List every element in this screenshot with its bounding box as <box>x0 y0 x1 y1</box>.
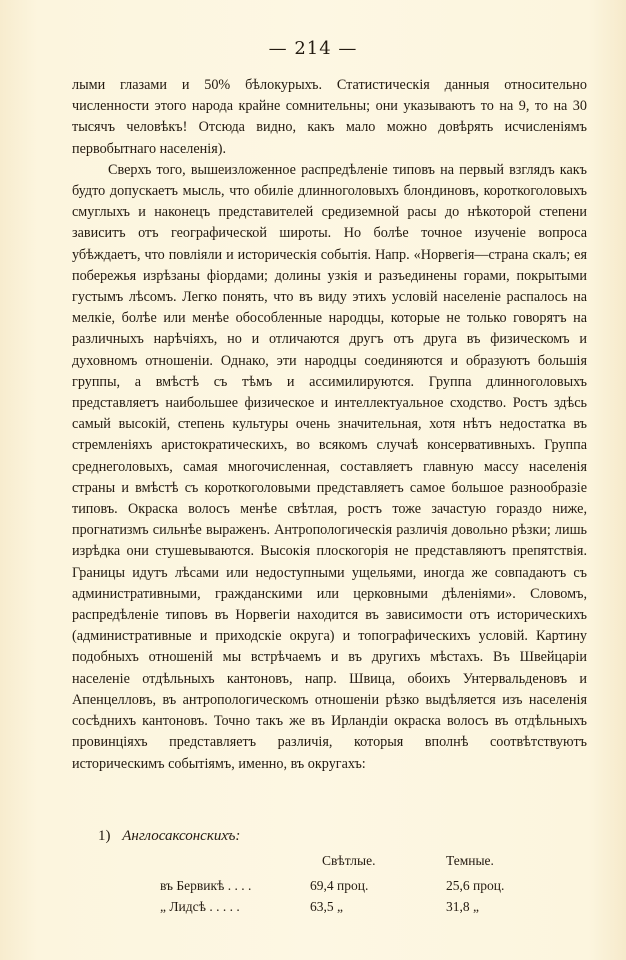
page-number: — 214 — <box>268 38 358 59</box>
table-cell-place: „ Лидсѣ . . . . . <box>160 898 240 914</box>
table-cell-dark: 31,8 „ <box>446 898 479 914</box>
table-cell-light: 69,4 проц. <box>310 877 369 893</box>
table-row <box>160 896 546 917</box>
section-heading <box>98 828 240 845</box>
section-number: 1) <box>98 828 111 844</box>
table-cell-light: 63,5 „ <box>310 898 343 914</box>
paragraph-1: лыми глазами и 50% бѣлокурыхъ. Статистическія данныя относительно численности этого народа крайне сомнительны; они указываютъ то на 9, то на 30 тысячъ человѣкъ! Отсюда видно, какъ мало можно довѣрять исчисленіямъ первобытнаго населенія). <box>72 77 587 157</box>
main-text <box>72 75 587 775</box>
table-row <box>160 875 546 896</box>
table-header-empty <box>160 853 310 875</box>
table-cell-dark: 25,6 проц. <box>446 877 505 893</box>
table-header-dark: Темные. <box>446 853 494 868</box>
paragraph-2: Сверхъ того, вышеизложенное распредѣленіе типовъ на первый взглядъ какъ будто допускаетъ мысль, что обиліе длинноголовыхъ блондиновъ, короткоголовыхъ смуглыхъ и наконецъ представителей средиземной расы до нѣкоторой степени зависитъ отъ географической широты. Но болѣе точное изученіе вопроса убѣждаетъ, что повліяли и историческія событія. Напр. «Норвегія—страна скалъ; ея побережья изрѣзаны фіордами; долины узкія и разъединены горами, покрытыми густымъ лѣсомъ. Легко понять, что въ виду этихъ условій населеніе распалось на мелкіе, болѣе или менѣе обособленные народцы, которые не только говорятъ на различныхъ нарѣчіяхъ, но и отличаются другъ отъ друга въ физическомъ и духовномъ отношеніи. Однако, эти народцы соединяются и образуютъ большія группы, а вмѣстѣ съ тѣмъ и ассимилируются. Группа длинноголовыхъ представляетъ наибольшее физическое и интеллектуальное сходство. Ростъ здѣсь самый высокій, степень культуры очень значительная, хотя нѣтъ недостатка въ стремленіяхъ аристократическихъ, во всякомъ случаѣ консервативныхъ. Группа среднеголовыхъ, самая многочисленная, составляетъ главную массу населенія страны и вмѣстѣ съ короткоголовыми представляетъ самое большое разнообразіе типовъ. Окраска волосъ менѣе свѣтлая, ростъ тоже зачастую гораздо ниже, прогнатизмъ сильнѣе выраженъ. Антропологическія различія довольно рѣзки; лишь изрѣдка они стушевываются. Высокія плоскогорія не представляютъ препятствія. Границы идутъ лѣсами или недоступными ущельями, иногда же совпадаютъ съ административными, гражданскими или церковными дѣленіями». Словомъ, распредѣленіе типовъ въ Норвегіи находится въ зависимости отъ историческихъ (административные и приходскіе округа) и топографическихъ условій. Картину подобныхъ отношеній мы встрѣчаемъ и въ другихъ мѣстахъ. Въ Швейцаріи населеніе отдѣльныхъ кантоновъ, напр. Швица, обоихъ Унтервальденовъ и Апенцелловъ, въ антропологическомъ отношеніи рѣзко выдѣляется изъ населенія сосѣднихъ кантоновъ. Точно такъ же въ Ирландіи окраска волосъ въ отдѣльныхъ провинціяхъ представляетъ различія, которыя вполнѣ соотвѣтствуютъ историческимъ событіямъ, именно, въ округахъ: <box>72 161 587 772</box>
table-header-row <box>160 853 546 875</box>
section-title: Англосаксонскихъ: <box>122 828 241 844</box>
table-header-light: Свѣтлые. <box>322 853 376 868</box>
table-cell-place: въ Бервикѣ . . . . <box>160 877 252 893</box>
hair-color-table <box>160 853 546 917</box>
